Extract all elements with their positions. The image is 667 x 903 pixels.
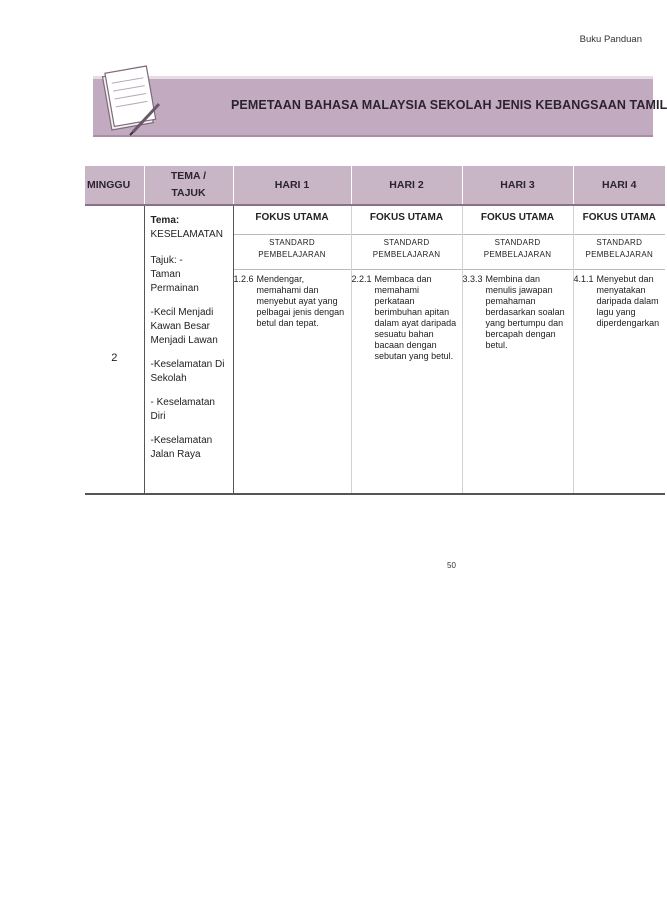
focus-label: FOKUS UTAMA	[463, 206, 573, 235]
focus-label: FOKUS UTAMA	[234, 206, 351, 235]
learning-standard	[463, 270, 573, 351]
header-minggu: MINGGU	[85, 166, 144, 205]
standard-line: PEMBELAJARAN	[483, 250, 552, 259]
tajuk-item: -Kecil Menjadi Kawan Besar Menjadi Lawan	[150, 307, 218, 346]
header-tema-tajuk	[144, 166, 233, 205]
notepad-icon	[97, 60, 167, 140]
standard-code: 1.2.6	[233, 274, 254, 284]
focus-label: FOKUS UTAMA	[352, 206, 462, 235]
standard-line: PEMBELAJARAN	[258, 250, 326, 259]
standard-line: STANDARD	[596, 238, 643, 247]
day-3-cell	[462, 205, 573, 494]
week-number: 2	[111, 351, 118, 364]
standard-label	[574, 235, 666, 270]
standard-text: Membaca dan memahami perkataan berimbuhan apitan dalam ayat daripada sesuatu bahan bacaan dengan sebutan yang betul.	[374, 274, 457, 361]
title-banner	[93, 76, 667, 137]
table-header-row	[85, 166, 665, 205]
focus-label: FOKUS UTAMA	[574, 206, 666, 235]
running-header: Buku Panduan	[579, 34, 642, 45]
tajuk-item: - Keselamatan Diri	[150, 397, 215, 422]
standard-label	[352, 235, 462, 270]
tema-cell	[144, 205, 233, 494]
standard-code: 2.2.1	[351, 274, 372, 284]
tema-value: KESELAMATAN	[150, 229, 223, 240]
standard-label	[234, 235, 351, 270]
tajuk-item: Taman Permainan	[150, 269, 199, 294]
standard-text: Menyebut dan menyatakan daripada dalam lagu yang diperdengarkan	[596, 274, 660, 328]
page-number: 50	[447, 561, 456, 570]
standard-text: Membina dan menulis jawapan pemahaman berdasarkan soalan yang bertumpu dan bercapah dengan betul.	[485, 274, 565, 350]
header-tajuk-label: TAJUK	[171, 187, 206, 199]
banner-title: PEMETAAN BAHASA MALAYSIA SEKOLAH JENIS KEBANGSAAN TAMIL	[231, 98, 667, 112]
standard-line: PEMBELAJARAN	[585, 250, 654, 259]
week-number-cell	[85, 205, 144, 494]
header-hari-1: HARI 1	[233, 166, 351, 205]
standard-code: 4.1.1	[573, 274, 594, 284]
tajuk-item: -Keselamatan Jalan Raya	[150, 435, 213, 460]
header-hari-4: HARI 4	[573, 166, 665, 205]
header-tema-label: TEMA /	[170, 170, 207, 182]
learning-standard	[574, 270, 666, 329]
standard-label	[463, 235, 573, 270]
header-hari-2: HARI 2	[351, 166, 462, 205]
table-row-week	[85, 205, 665, 494]
day-2-cell	[351, 205, 462, 494]
day-4-cell	[573, 205, 665, 494]
tajuk-label: Tajuk: -	[150, 255, 183, 266]
standard-line: STANDARD	[269, 238, 315, 247]
learning-standard	[234, 270, 351, 329]
tajuk-item: -Keselamatan Di Sekolah	[150, 359, 225, 384]
tema-label: Tema:	[150, 215, 180, 226]
standard-line: PEMBELAJARAN	[372, 250, 441, 259]
standard-line: STANDARD	[383, 238, 430, 247]
standard-line: STANDARD	[494, 238, 541, 247]
learning-standard	[352, 270, 462, 362]
mapping-table	[85, 166, 665, 495]
standard-code: 3.3.3	[462, 274, 483, 284]
header-hari-3: HARI 3	[462, 166, 573, 205]
standard-text: Mendengar, memahami dan menyebut ayat yang pelbagai jenis dengan betul dan tepat.	[256, 274, 345, 328]
day-1-cell	[233, 205, 351, 494]
